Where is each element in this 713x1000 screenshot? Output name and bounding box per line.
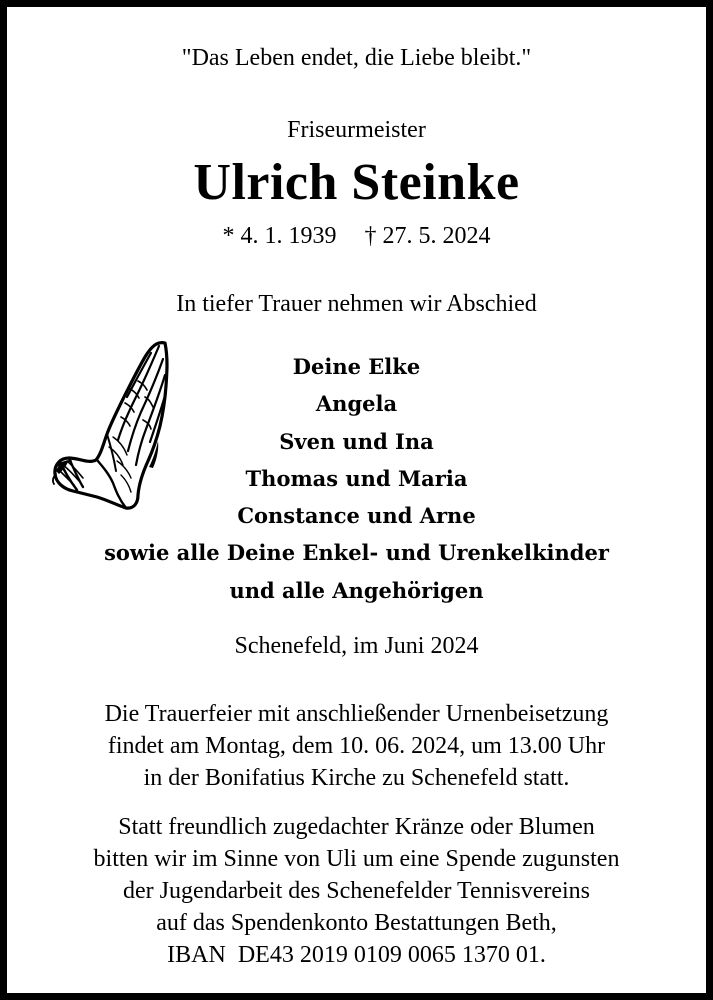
- place-date: Schenefeld, im Juni 2024: [234, 633, 479, 659]
- mourner-name: Sven und Ina: [279, 428, 434, 454]
- mourner-name: Thomas und Maria: [245, 465, 468, 491]
- mourner-name: Deine Elke: [292, 354, 421, 379]
- deceased-name: Ulrich Steinke: [193, 154, 520, 211]
- farewell-line: In tiefer Trauer nehmen wir Abschied: [176, 291, 537, 317]
- donation-line: der Jugendarbeit des Schenefelder Tennisvereins: [122, 878, 591, 904]
- death-date: † 27. 5. 2024: [364, 223, 491, 249]
- birth-date: * 4. 1. 1939: [222, 223, 337, 249]
- mourners-list: [7, 348, 706, 609]
- donation-line: bitten wir im Sinne von Uli um eine Spende zugunsten: [93, 846, 620, 872]
- mourner-name: sowie alle Deine Enkel- und Urenkelkinder: [104, 540, 609, 566]
- iban-line: IBAN DE43 2019 0109 0065 1370 01.: [167, 942, 546, 968]
- ceremony-line: in der Bonifatius Kirche zu Schenefeld statt.: [143, 765, 570, 791]
- mourner-name: Constance und Arne: [237, 503, 476, 529]
- memorial-quote: "Das Leben endet, die Liebe bleibt.": [181, 45, 532, 71]
- donation-line: auf das Spendenkonto Bestattungen Beth,: [156, 910, 557, 936]
- donation-line: Statt freundlich zugedachter Kränze oder Blumen: [118, 814, 595, 840]
- ceremony-line: Die Trauerfeier mit anschließender Urnenbeisetzung: [104, 701, 609, 727]
- life-dates: [7, 221, 706, 251]
- deceased-profession: Friseurmeister: [287, 117, 426, 143]
- mourner-name: Angela: [315, 391, 398, 417]
- ceremony-details: [7, 698, 706, 794]
- donation-request: [7, 811, 706, 971]
- mourner-name: und alle Angehörigen: [229, 577, 484, 603]
- ceremony-line: findet am Montag, dem 10. 06. 2024, um 13.00 Uhr: [107, 733, 606, 759]
